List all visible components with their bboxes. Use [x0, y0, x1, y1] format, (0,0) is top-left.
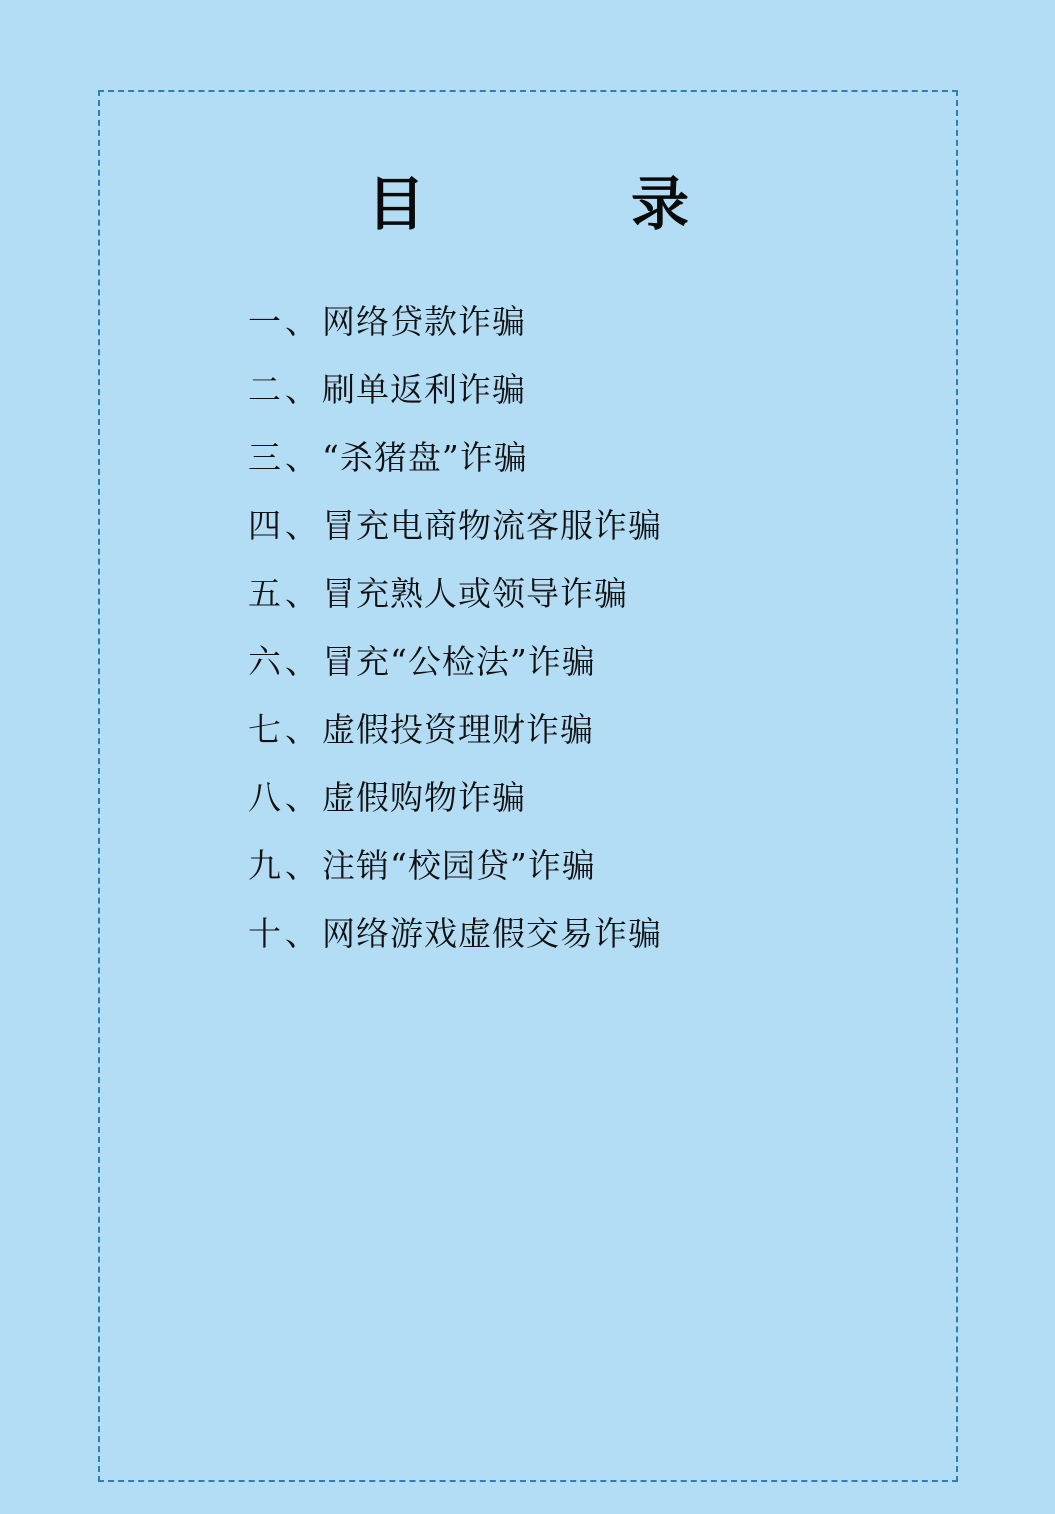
- toc-entry-label: 虚假购物诈骗: [322, 778, 526, 817]
- page-content: [98, 90, 958, 1482]
- toc-entry-number: 十、: [248, 914, 322, 953]
- toc-entry-label: 网络贷款诈骗: [322, 302, 526, 341]
- toc-entry-label: 冒充电商物流客服诈骗: [322, 506, 662, 545]
- toc-entry-number: 三、: [248, 438, 322, 477]
- toc-entry[interactable]: [98, 710, 958, 749]
- toc-entry[interactable]: [98, 574, 958, 613]
- toc-entry[interactable]: [98, 302, 958, 341]
- toc-entry[interactable]: [98, 642, 958, 681]
- toc-entry-label: 冒充熟人或领导诈骗: [322, 574, 628, 613]
- toc-entry[interactable]: [98, 370, 958, 409]
- page-title: 目 录: [366, 170, 719, 238]
- toc-entry-number: 一、: [248, 302, 322, 341]
- toc-entry-label: 注销“校园贷”诈骗: [322, 846, 596, 885]
- toc-entry-label: 网络游戏虚假交易诈骗: [322, 914, 662, 953]
- toc-entry[interactable]: [98, 438, 958, 477]
- toc-entry-number: 八、: [248, 778, 322, 817]
- toc-entry-number: 五、: [248, 574, 322, 613]
- toc-entry[interactable]: [98, 778, 958, 817]
- toc-entry[interactable]: [98, 914, 958, 953]
- toc-entry-number: 二、: [248, 370, 322, 409]
- toc-entry-number: 四、: [248, 506, 322, 545]
- toc-entry-label: “杀猪盘”诈骗: [322, 438, 528, 477]
- toc-entry-label: 冒充“公检法”诈骗: [322, 642, 596, 681]
- toc-entry-number: 九、: [248, 846, 322, 885]
- toc-entry-number: 七、: [248, 710, 322, 749]
- toc-entry[interactable]: [98, 506, 958, 545]
- table-of-contents: [98, 302, 958, 985]
- toc-entry[interactable]: [98, 846, 958, 885]
- toc-entry-number: 六、: [248, 642, 322, 681]
- toc-entry-label: 虚假投资理财诈骗: [322, 710, 594, 749]
- toc-entry-label: 刷单返利诈骗: [322, 370, 526, 409]
